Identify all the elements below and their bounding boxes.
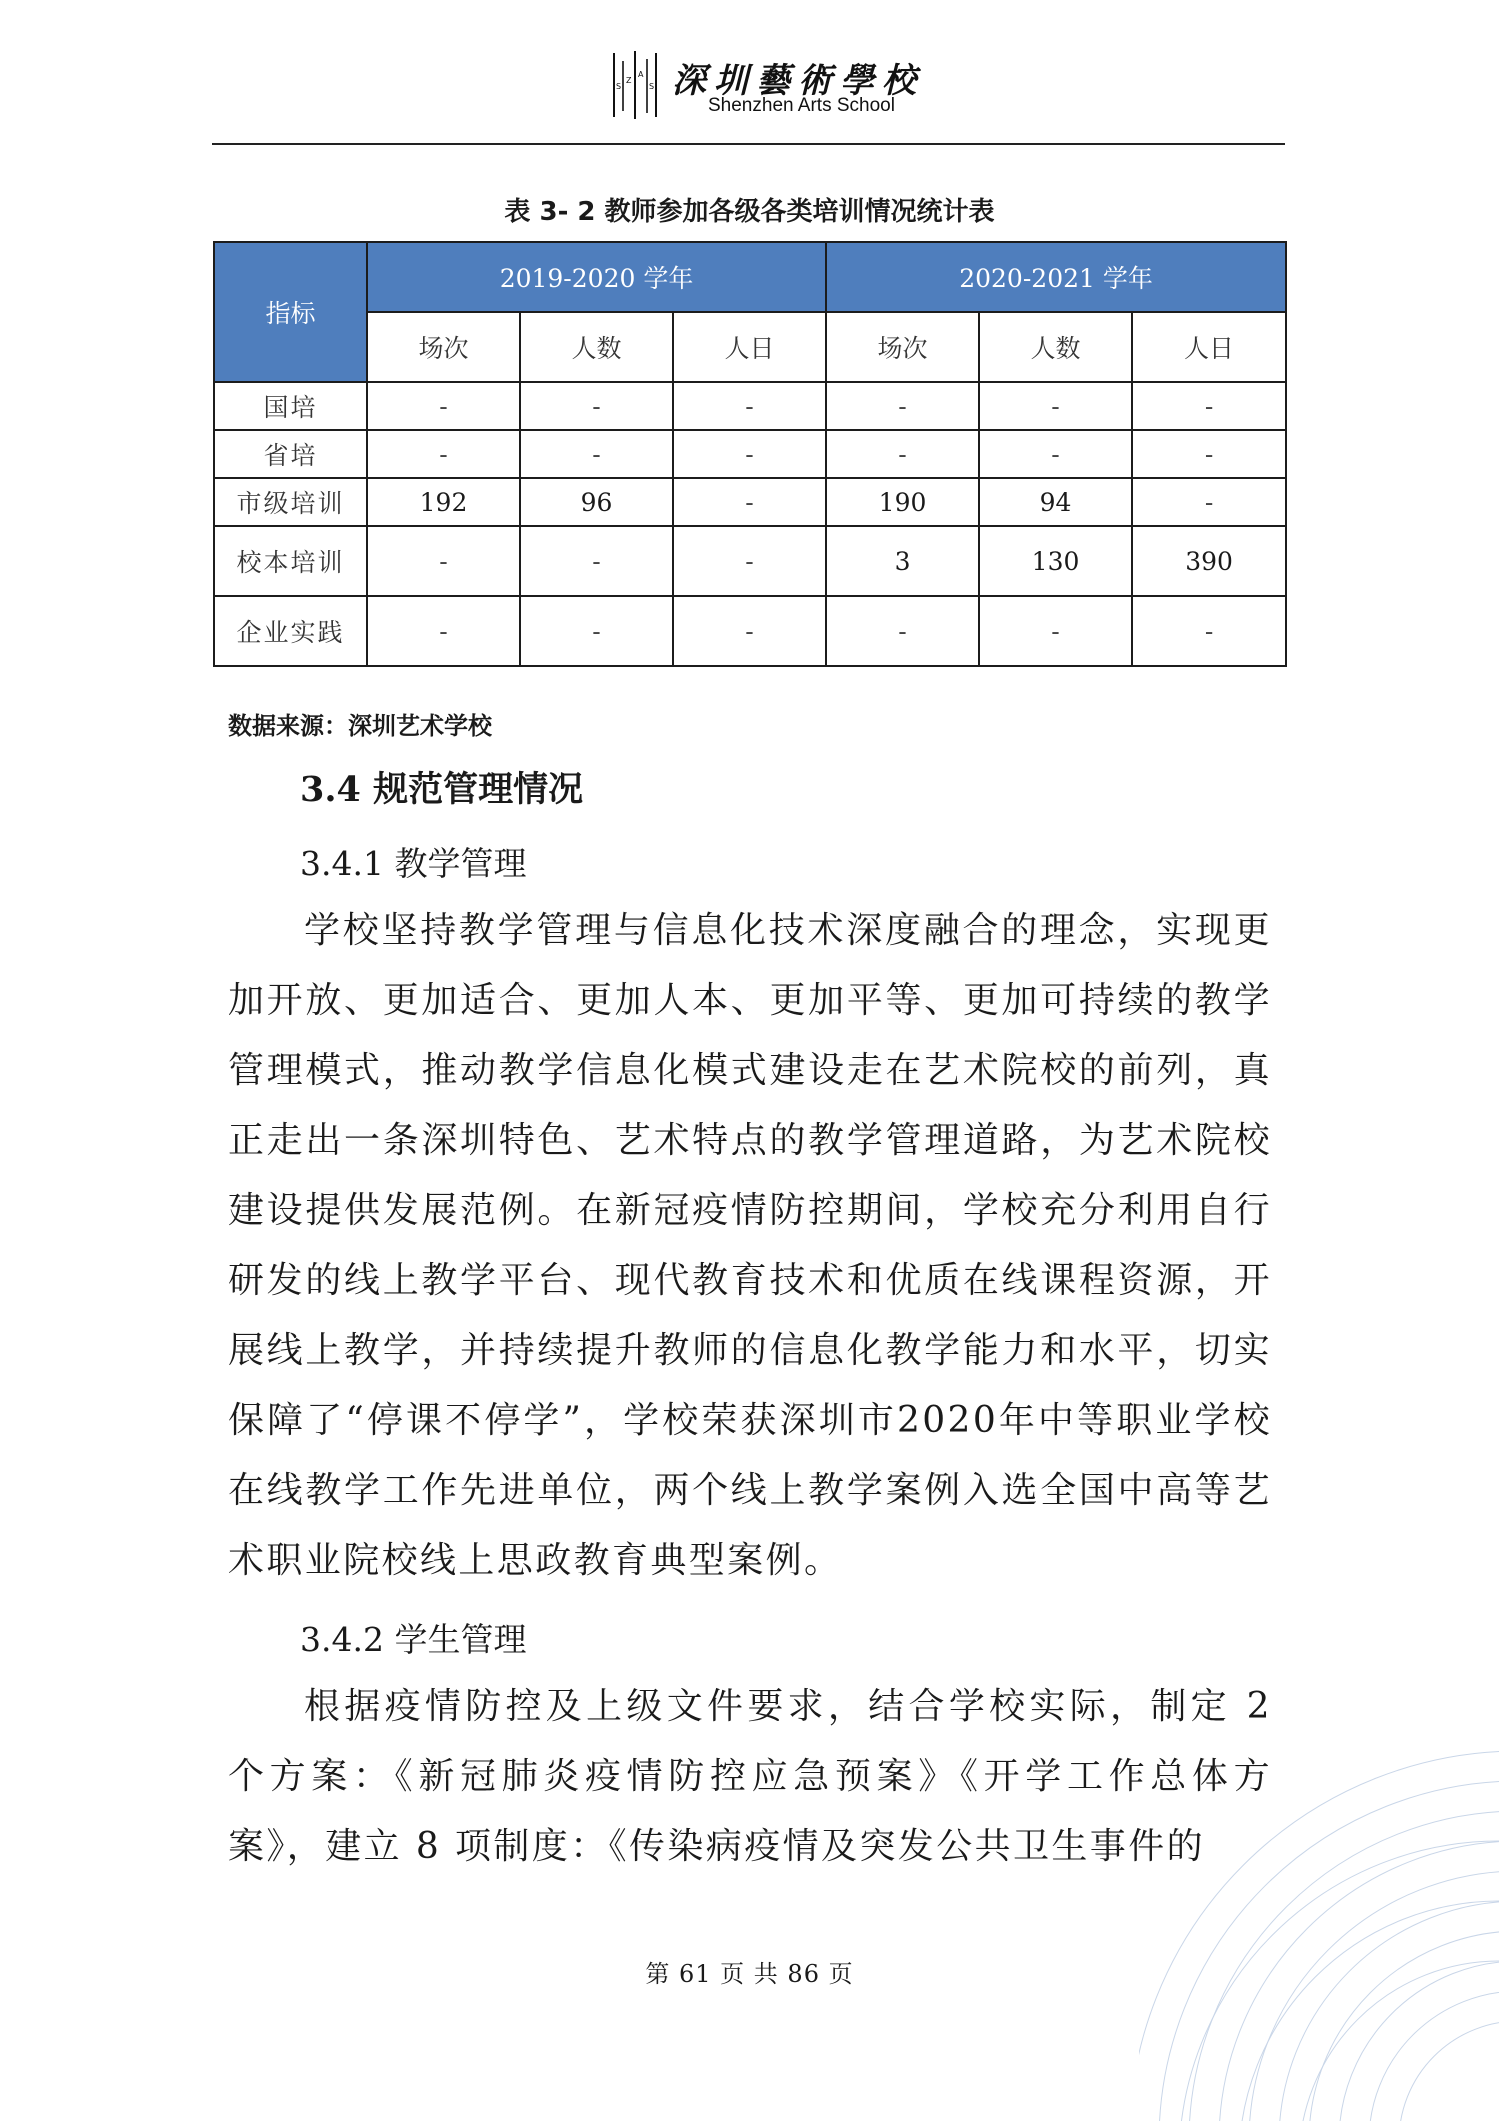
row-label: 企业实践 (214, 596, 367, 666)
paragraph-teaching-management: 学校坚持教学管理与信息化技术深度融合的理念，实现更加开放、更加适合、更加人本、更加平等、更加可持续的教学管理模式，推动教学信息化模式建设走在艺术院校的前列，真正走出一条深圳特色、艺术特点的教学管理道路，为艺术院校建设提供发展范例。在新冠疫情防控期间，学校充分利用自行研发的线上教学平台、现代教育技术和优质在线课程资源，开展线上教学，并持续提升教师的信息化教学能力和水平，切实保障了“停课不停学”，学校荣获深圳市2020年中等职业学校在线教学工作先进单位，两个线上教学案例入选全国中高等艺术职业院校线上思政教育典型案例。 (228, 910, 1272, 1581)
svg-text:S: S (616, 82, 622, 91)
column-header: 人数 (520, 312, 673, 382)
table-cell: - (979, 382, 1132, 430)
table-cell: - (1132, 596, 1286, 666)
column-header: 人数 (979, 312, 1132, 382)
table-cell: - (1132, 430, 1286, 478)
row-label: 校本培训 (214, 526, 367, 596)
table-cell: - (673, 526, 826, 596)
table-cell: - (367, 526, 520, 596)
header-divider (212, 143, 1285, 145)
table-cell: - (673, 430, 826, 478)
school-name-english: Shenzhen Arts School (708, 95, 895, 116)
table-caption: 表 3- 2 教师参加各级各类培训情况统计表 (504, 197, 995, 227)
table-cell: - (826, 430, 979, 478)
table-row (214, 430, 1286, 478)
table-cell: 94 (979, 478, 1132, 526)
column-header: 场次 (826, 312, 979, 382)
column-header: 人日 (673, 312, 826, 382)
page-header (0, 45, 1499, 125)
school-logo-icon (610, 51, 660, 119)
table-cell: - (1132, 478, 1286, 526)
table-cell: 390 (1132, 526, 1286, 596)
page-number: 第 61 页 共 86 页 (645, 1960, 854, 1988)
table-cell: 130 (979, 526, 1132, 596)
table-cell: - (826, 596, 979, 666)
table-cell: - (979, 430, 1132, 478)
subsection-heading-teaching: 3.4.1 教学管理 (300, 844, 527, 883)
svg-text:A: A (638, 70, 644, 79)
table-cell: 3 (826, 526, 979, 596)
indicator-header: 指标 (214, 242, 367, 382)
table-cell: - (673, 382, 826, 430)
table-row (214, 596, 1286, 666)
school-name-chinese: 深圳藝術學校 (672, 61, 924, 101)
table-cell: - (673, 596, 826, 666)
row-label: 市级培训 (214, 478, 367, 526)
svg-text:S: S (649, 82, 655, 91)
table-source-note: 数据来源：深圳艺术学校 (228, 712, 492, 740)
section-heading: 3.4 规范管理情况 (300, 769, 584, 810)
table-cell: - (367, 596, 520, 666)
table-row (214, 478, 1286, 526)
table-cell: - (520, 596, 673, 666)
table-cell: - (367, 430, 520, 478)
decorative-circles-icon (1139, 1521, 1499, 2121)
subsection-heading-students: 3.4.2 学生管理 (300, 1620, 527, 1659)
year-header: 2020-2021 学年 (826, 242, 1286, 312)
table-cell: - (367, 382, 520, 430)
table-cell: - (673, 478, 826, 526)
table-cell: - (826, 382, 979, 430)
table-cell: 192 (367, 478, 520, 526)
svg-text:Z: Z (626, 76, 632, 85)
row-label: 国培 (214, 382, 367, 430)
table-cell: 96 (520, 478, 673, 526)
column-header: 场次 (367, 312, 520, 382)
table-cell: 190 (826, 478, 979, 526)
year-header: 2019-2020 学年 (367, 242, 826, 312)
paragraph-student-management: 根据疫情防控及上级文件要求，结合学校实际，制定 2 个方案：《新冠肺炎疫情防控应急预案》《开学工作总体方案》，建立 8 项制度：《传染病疫情及突发公共卫生事件的 (228, 1686, 1272, 1867)
table-cell: - (520, 382, 673, 430)
row-label: 省培 (214, 430, 367, 478)
table-cell: - (520, 526, 673, 596)
training-stats-table (213, 241, 1287, 667)
table-row (214, 526, 1286, 596)
table-cell: - (1132, 382, 1286, 430)
table-cell: - (520, 430, 673, 478)
table-row (214, 382, 1286, 430)
table-cell: - (979, 596, 1132, 666)
column-header: 人日 (1132, 312, 1286, 382)
